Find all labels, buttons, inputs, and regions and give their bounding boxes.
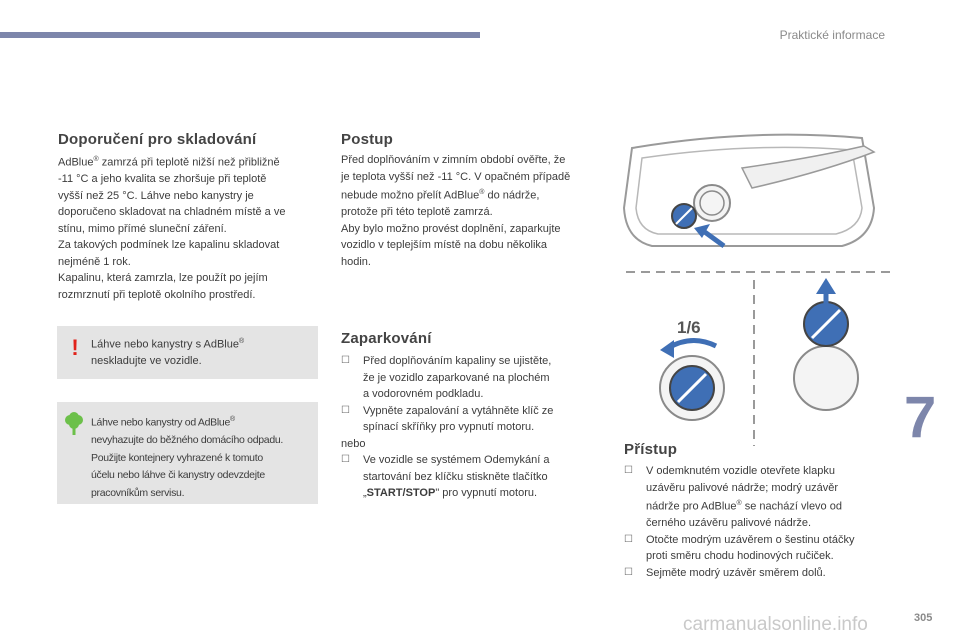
list-item: ☐ Sejměte modrý uzávěr směrem dolů.	[624, 565, 894, 582]
access-list	[624, 463, 894, 581]
checkbox-bullet-icon: ☐	[624, 465, 633, 476]
eco-box: Láhve nebo kanystry od AdBlue® nevyhazujte do běžného domácího odpadu. Použijte kontejnery vyhrazené k tomuto účelu nebo láhve či kanystry odevzdejte pracovníkům servisu.	[57, 402, 318, 504]
tree-icon	[63, 412, 85, 436]
header-bar	[0, 32, 480, 38]
checkbox-bullet-icon: ☐	[341, 404, 350, 416]
chapter-number: 7	[904, 385, 937, 450]
list-item: ☐ Otočte modrým uzávěrem o šestinu otáčky proti směru chodu hodinových ručiček.	[624, 533, 855, 563]
rotation-label: 1/6	[677, 318, 701, 337]
list-item: ☐ Ve vozidle se systémem Odemykání a startování bez klíčku stiskněte tlačítko „START/STOP" pro vypnutí motoru.	[341, 454, 550, 499]
checkbox-bullet-icon: ☐	[341, 454, 350, 465]
procedure-title: Postup	[341, 131, 394, 148]
list-item: ☐ Před doplňováním kapaliny se ujistěte, že je vozidlo zaparkované na plochém a vodorovném podkladu.	[341, 355, 552, 400]
list-item: ☐ Vypněte zapalování a vytáhněte klíč ze spínací skříňky pro vypnutí motoru.	[341, 404, 554, 433]
warning-box: ! Láhve nebo kanystry s AdBlue® neskladujte ve vozidle.	[57, 326, 318, 379]
procedure-paragraph: Před doplňováním v zimním období ověřte, že je teplota vyšší než -11 °C. V opačném případě nebude možno přelít AdBlue® do nádrže, protože při této teplotě zamrzá. Aby bylo možno provést doplnění, zaparkujte vozidlo v teplejším místě na dobu několika hodin.	[341, 154, 571, 268]
exclamation-icon: !	[71, 335, 79, 360]
checkbox-bullet-icon: ☐	[341, 355, 350, 366]
section-title: Praktické informace	[779, 28, 885, 42]
parking-title: Zaparkování	[341, 330, 432, 347]
watermark: carmanualsonline.info	[683, 614, 868, 635]
access-title: Přístup	[624, 441, 678, 458]
checkbox-bullet-icon: ☐	[624, 533, 633, 545]
storage-title: Doporučení pro skladování	[58, 131, 257, 148]
page-number: 305	[914, 612, 933, 624]
adblue-filler-illustration	[612, 128, 902, 450]
list-item: ☐ V odemknutém vozidle otevřete klapku uzávěru palivové nádrže; modrý uzávěr nádrže pro AdBlue® se nachází vlevo od černého uzávěru palivové nádrže.	[624, 465, 842, 530]
checkbox-bullet-icon: ☐	[624, 566, 633, 578]
parking-list	[341, 353, 611, 502]
or-text: nebo	[341, 437, 366, 450]
storage-paragraph: AdBlue® zamrzá při teplotě nižší než přibližně -11 °C a jeho kvalita se zhoršuje při teplotě vyšší než 25 °C. Láhve nebo kanystry je doporučeno skladovat na chladném místě a ve stínu, mimo přímé sluneční záření. Za takových podmínek lze kapalinu skladovat nejméně 1 rok. Kapalinu, která zamrzla, lze použít po jejím rozmrznutí při teplotě okolního prostředí.	[58, 156, 286, 301]
